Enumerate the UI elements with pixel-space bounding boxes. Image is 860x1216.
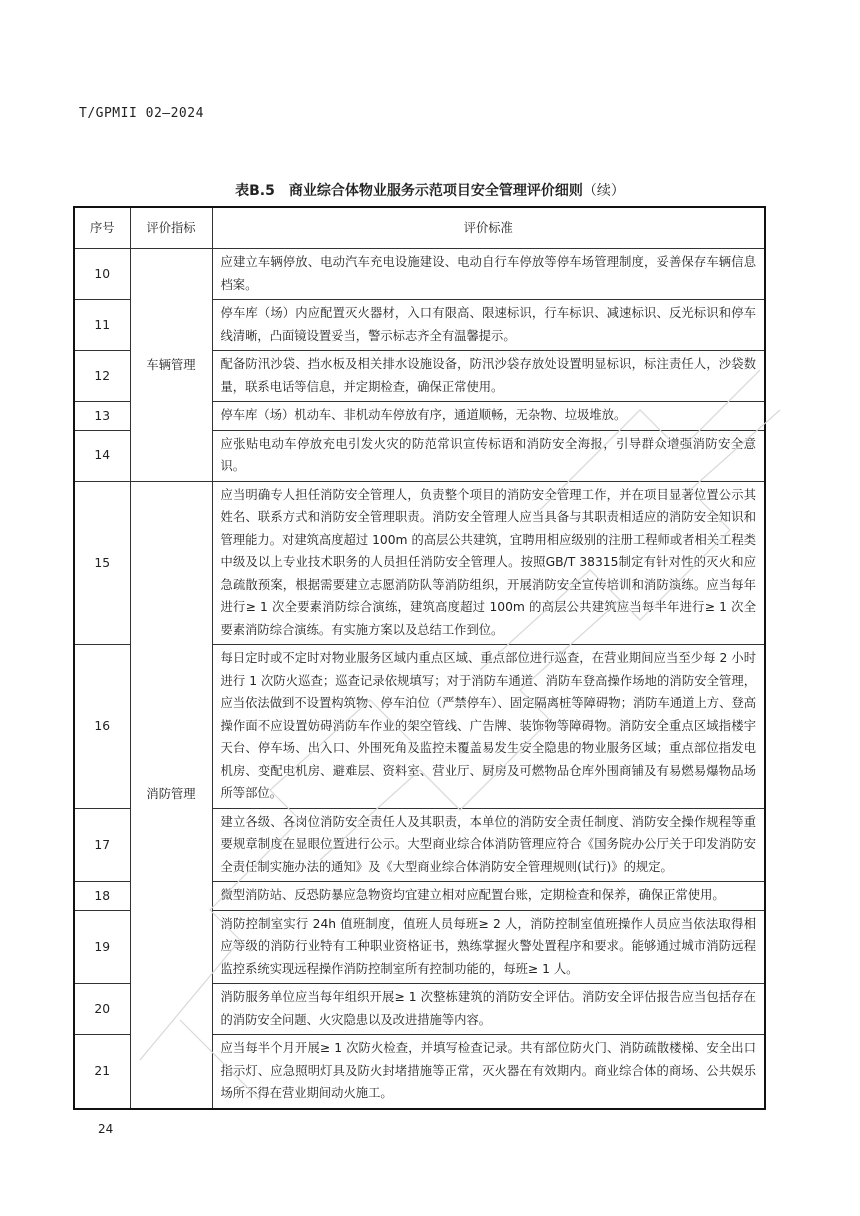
- row-number: 16: [74, 645, 130, 809]
- row-number: 17: [74, 808, 130, 882]
- criteria-cell: 停车库（场）机动车、非机动车停放有序，通道顺畅，无杂物、垃圾堆放。: [212, 402, 765, 431]
- document-code: T/GPMII 02—2024: [79, 106, 204, 121]
- column-header-criteria: 评价标准: [212, 207, 765, 249]
- criteria-cell: 消防服务单位应当每年组织开展≥ 1 次整栋建筑的消防安全评估。消防安全评估报告应当包括存在的消防安全问题、火灾隐患以及改进措施等内容。: [212, 984, 765, 1035]
- row-number: 14: [74, 430, 130, 481]
- criteria-cell: 停车库（场）内应配置灭火器材，入口有限高、限速标识，行车标识、减速标识、反光标识和停车线清晰，凸面镜设置妥当，警示标志齐全有温馨提示。: [212, 300, 765, 351]
- criteria-cell: 消防控制室实行 24h 值班制度，值班人员每班≥ 2 人，消防控制室值班操作人员应当依法取得相应等级的消防行业特有工种职业资格证书，熟练掌握火警处置程序和要求。能够通过城市消防远程监控系统实现远程操作消防控制室所有控制功能的，每班≥ 1 人。: [212, 910, 765, 984]
- indicator-cell: 车辆管理: [130, 249, 212, 482]
- row-number: 19: [74, 910, 130, 984]
- table-row: [74, 481, 765, 645]
- row-number: 20: [74, 984, 130, 1035]
- criteria-cell: 建立各级、各岗位消防安全责任人及其职责，本单位的消防安全责任制度、消防安全操作规程等重要规章制度在显眼位置进行公示。大型商业综合体消防管理应符合《国务院办公厅关于印发消防安全责任制实施办法的通知》及《大型商业综合体消防安全管理规则(试行)》的规定。: [212, 808, 765, 882]
- criteria-cell: 每日定时或不定时对物业服务区域内重点区域、重点部位进行巡查，在营业期间应当至少每 2 小时进行 1 次防火巡查；巡查记录依规填写；对于消防车通道、消防车登高操作场地的消防安全管理，应当依法做到不设置构筑物、停车泊位（严禁停车）、固定隔离桩等障碍物；消防车通道上方、登高操作面不应设置妨碍消防车作业的架空管线、广告牌、装饰物等障碍物。消防安全重点区域指楼宇天台、停车场、出入口、外围死角及监控未覆盖易发生安全隐患的物业服务区域；重点部位指发电机房、变配电机房、避难层、资料室、营业厅、厨房及可燃物品仓库外围商铺及有易燃易爆物品场所等部位。: [212, 645, 765, 809]
- table-row: [74, 249, 765, 300]
- criteria-cell: 微型消防站、反恐防暴应急物资均宜建立相对应配置台账，定期检查和保养，确保正常使用。: [212, 882, 765, 911]
- row-number: 10: [74, 249, 130, 300]
- row-number: 21: [74, 1035, 130, 1109]
- column-header-indicator: 评价指标: [130, 207, 212, 249]
- table-title-suffix: （续）: [582, 183, 625, 199]
- indicator-cell: 消防管理: [130, 481, 212, 1109]
- criteria-cell: 应建立车辆停放、电动汽车充电设施建设、电动自行车停放等停车场管理制度，妥善保存车辆信息档案。: [212, 249, 765, 300]
- table-title: [0, 180, 860, 200]
- table-title-text: 表B.5 商业综合体物业服务示范项目安全管理评价细则: [235, 183, 583, 199]
- row-number: 15: [74, 481, 130, 645]
- criteria-cell: 应当每半个月开展≥ 1 次防火检查，并填写检查记录。共有部位防火门、消防疏散楼梯、安全出口指示灯、应急照明灯具及防火封堵措施等正常，灭火器在有效期内。商业综合体的商场、公共娱乐场所不得在营业期间动火施工。: [212, 1035, 765, 1109]
- row-number: 13: [74, 402, 130, 431]
- column-header-no: 序号: [74, 207, 130, 249]
- page-number: 24: [98, 1122, 114, 1136]
- row-number: 18: [74, 882, 130, 911]
- criteria-cell: 应张贴电动车停放充电引发火灾的防范常识宣传标语和消防安全海报，引导群众增强消防安全意识。: [212, 430, 765, 481]
- evaluation-table: [73, 206, 766, 1110]
- criteria-cell: 配备防汛沙袋、挡水板及相关排水设施设备，防汛沙袋存放处设置明显标识，标注责任人，沙袋数量，联系电话等信息，并定期检查，确保正常使用。: [212, 351, 765, 402]
- row-number: 11: [74, 300, 130, 351]
- row-number: 12: [74, 351, 130, 402]
- criteria-cell: 应当明确专人担任消防安全管理人，负责整个项目的消防安全管理工作，并在项目显著位置公示其姓名、联系方式和消防安全管理职责。消防安全管理人应当具备与其职责相适应的消防安全知识和管理能力。对建筑高度超过 100m 的高层公共建筑，宜聘用相应级别的注册工程师或者相关工程类中级及以上专业技术职务的人员担任消防安全管理人。按照GB/T 38315制定有针对性的灭火和应急疏散预案，根据需要建立志愿消防队等消防组织，开展消防安全宣传培训和消防演练。应当每年进行≥ 1 次全要素消防综合演练，建筑高度超过 100m 的高层公共建筑应当每半年进行≥ 1 次全要素消防综合演练。有实施方案以及总结工作到位。: [212, 481, 765, 645]
- table-header-row: [74, 207, 765, 249]
